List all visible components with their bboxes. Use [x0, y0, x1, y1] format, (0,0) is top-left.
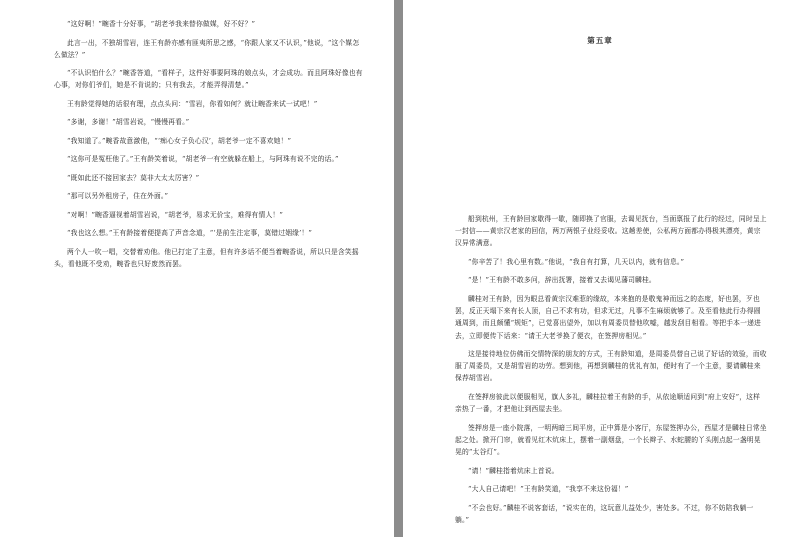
paragraph: 在签押房彼此以便服相见，旗人多礼，麟桂拉着王有龄的手，从依途顺适问到“府上安好”，这样亲热了一番，才把他让到西屋去坐。: [455, 392, 761, 414]
paragraph: “不认识怕什么？”畹香答道，“看样子，这件好事要阿珠的娘点头，才会成功。而且阿珠好像也有心事，对你们爷们，她是不肯说的；只有我去，才能弄得清楚。”: [54, 69, 363, 90]
paragraph: “多谢，多谢！”胡雪岩说，“慢慢再看。”: [67, 118, 190, 127]
paragraph: “我也这么想。”王有龄接着便提高了声音念道，“‘是前生注定事，莫错过姻缘’！”: [67, 229, 312, 238]
paragraph: “是！”王有龄不敢多问，辞出抚署，接着又去谒见藩司麟桂。: [468, 276, 656, 285]
paragraph: “我知道了。”畹香故意激他，“‘痴心女子负心汉’，胡老爷一定不喜欢她！”: [67, 136, 292, 145]
paragraph: 麟桂对王有龄，因为眼总看黄宗汉难惹的缘故，本来抱的是敬鬼神而远之的态度，好也罢，歹也罢，反正天塌下来有长人顶，自己不求有功，但求无过，凡事不生麻烦就够了。及至看他此行办得圆通周到，而且颇懂“规矩”，已觉喜出望外，加以有周委员替他吹嘘，越发刮目相看。等把手本一递进去，立即便传下话来：“请王大老爷换了便衣，在签押房相见。”: [455, 294, 761, 340]
paragraph: “这你可是冤枉他了。”王有龄笑着说，“胡老爷一有空就躲在船上，与阿珠有说不完的话。”: [67, 155, 339, 164]
paragraph: “大人自己请吧！”王有龄笑道，“我享不来这份福！”: [468, 485, 629, 494]
paragraph: “那可以另外租房子，住在外面。”: [67, 192, 169, 201]
paragraph: “对啊！”畹香逼视着胡雪岩说，“胡老爷，易求无价宝，难得有情人！”: [67, 210, 283, 219]
paragraph: “你辛苦了！我心里有数。”他说，“我自有打算，几天以内，就有信息。”: [468, 257, 685, 266]
paragraph: 此言一出，不独胡雪岩，连王有龄亦感有匪夷所思之感，“你跟人家又不认识，”他说，“这个媒怎么做法？”: [54, 38, 360, 59]
right-page-body: [455, 213, 767, 532]
right-page: [403, 0, 797, 537]
left-page: [0, 0, 394, 537]
paragraph: 两个人一吹一唱，交替着劝他。他已打定了主意，但有许多话不便当着畹香说，所以只是含笑摇头，看他既不受劝，畹香也只好废然而罢。: [54, 247, 359, 269]
paragraph: “不会也好。”麟桂不说客套话，“说实在的，这玩意儿益处少，害处多。不过，你不妨陪我躺一躺。”: [455, 503, 754, 524]
paragraph: 船到杭州，王有龄回家歇得一歇，随即换了官服，去谒见抚台，当面禀报了此行的经过，同时呈上一封信——黄宗汉老家的回信，两万两银子业经妥收。这趟差使，公私两方面都办得极其漂亮，黄宗汉异常满意。: [455, 215, 767, 248]
paragraph: “既如此还不接回家去？莫非大太太厉害？”: [67, 173, 200, 182]
chapter-title: 第五章: [587, 36, 613, 45]
paragraph: 这是接待地位仿佛而交情特深的朋友的方式，王有龄知道，是周委员替自己说了好话的效验，而收服了周委员，又是胡雪岩的功劳。想到他，再想到麟桂的优礼有加，便时有了一个主意，要请麟桂来保荐胡雪岩。: [455, 350, 767, 383]
paragraph: 王有龄觉得她的话很有理，点点头问：“雪岩，你看如何？就让畹香来试一试吧！”: [67, 99, 318, 108]
paragraph: 签押房是一座小院落，一明两暗三间平房，正中算是小客厅，东屋签押办公，西屋才是麟桂日常坐起之处。掀开门帘，就看见红木炕床上，摆着一副烟盘，一个长辫子、水蛇腰的丫头刚点起一盏明晃晃的“太谷灯”。: [455, 423, 767, 457]
paragraph: “请！”麟桂指着炕床上首说。: [468, 466, 559, 475]
paragraph: “这好啊！”畹香十分好事，“胡老爷我来替你做媒，好不好？”: [67, 20, 256, 28]
